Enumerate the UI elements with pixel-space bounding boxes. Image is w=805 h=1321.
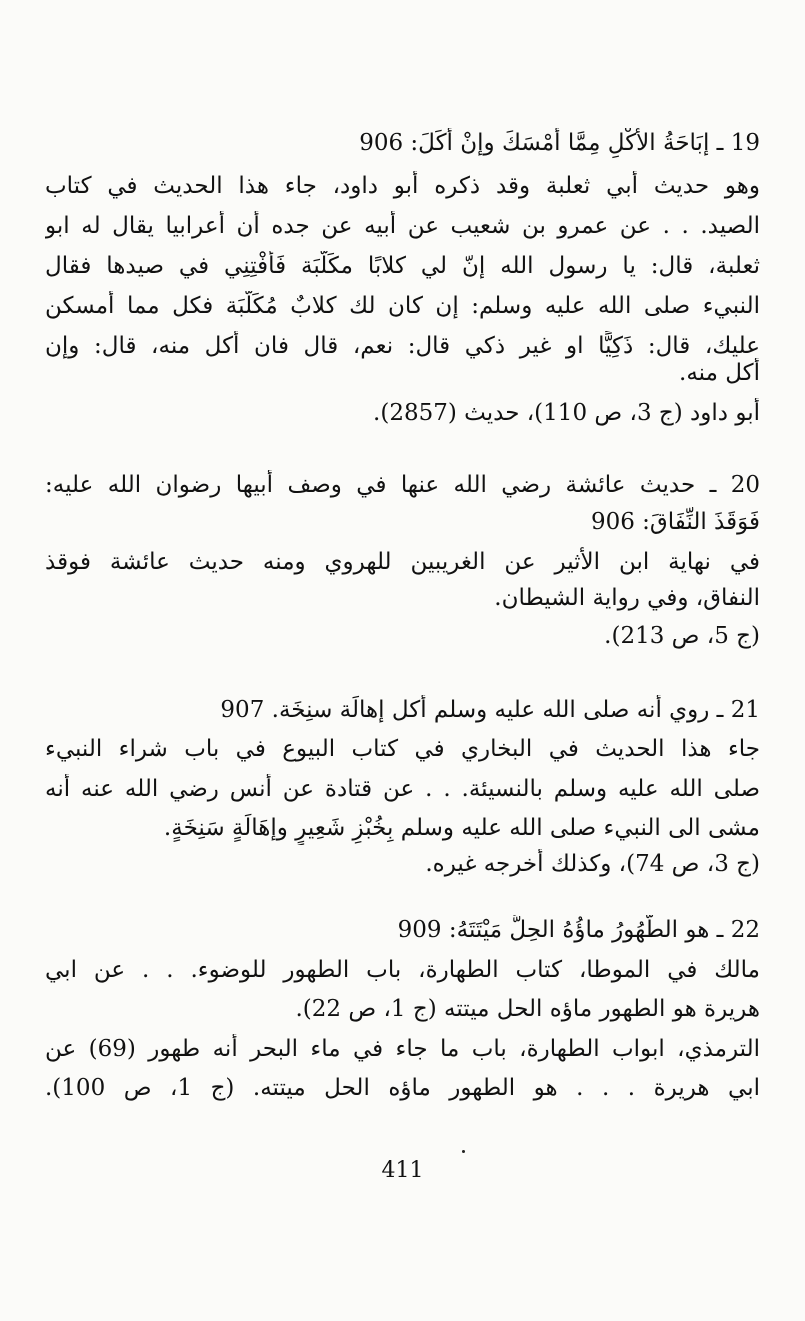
entry-22-line-1: مالك في الموطا، كتاب الطهارة، باب الطهور للوضوء. . . عن ابي [45, 957, 760, 983]
entry-20-heading: 20 ـ حديث عائشة رضي الله عنها في وصف أبيها رضوان الله عليه: [45, 472, 760, 498]
entry-19-reference: أبو داود (ج 3، ص 110)، حديث (2857). [373, 400, 760, 426]
entry-21-line-1: جاء هذا الحديث في البخاري في كتاب البيوع في باب شراء النبيء [45, 736, 760, 762]
entry-19-line-3: ثعلبة، قال: يا رسول الله إنّ لي كلابًا مكَلَّبَة فَأفْتِنِي في صيدها فقال [45, 253, 760, 279]
page-number: 411 [381, 1158, 424, 1183]
entry-20-line-1: في نهاية ابن الأثير عن الغريبين للهروي ومنه حديث عائشة فوقذ [45, 549, 760, 575]
entry-19-line-1: وهو حديث أبي ثعلبة وقد ذكره أبو داود، جاء هذا الحديث في كتاب [45, 173, 760, 199]
entry-19-line-5: عليك، قال: ذَكِيًّا او غير ذكي قال: نعم، قال فان أكل منه، قال: وإن [45, 333, 760, 359]
entry-22-line-2: هريرة هو الطهور ماؤه الحل ميتته (ج 1، ص 22). [295, 996, 760, 1022]
entry-21-line-3: مشى الى النبيء صلى الله عليه وسلم بِخُبْزِ شَعِيرٍ وإهَالَةٍ سَنِخَةٍ. [163, 815, 760, 841]
entry-19-line-6: أكل منه. [679, 360, 760, 386]
entry-22-line-3: الترمذي، ابواب الطهارة، باب ما جاء في ماء البحر أنه طهور (69) عن [45, 1036, 760, 1062]
entry-19-heading: 19 ـ إبَاحَةُ الأكْلِ مِمَّا أمْسَكَ وإنْ أكَلَ: 906 [359, 130, 760, 156]
entry-19-line-4: النبيء صلى الله عليه وسلم: إن كان لك كلابٌ مُكَلَّبَة فكل مما أمسكن [45, 293, 760, 319]
entry-22-line-4: ابي هريرة . . . هو الطهور ماؤه الحل ميتته. (ج 1، ص 100). [45, 1075, 760, 1101]
entry-20-line-2: النفاق، وفي رواية الشيطان. [494, 585, 760, 611]
entry-20-heading-continued: فَوَقَذَ النِّفَاقَ: 906 [590, 509, 760, 535]
entry-20-reference: (ج 5، ص 213). [604, 623, 760, 649]
entry-21-reference: (ج 3، ص 74)، وكذلك أخرجه غيره. [425, 851, 760, 877]
scan-speck [462, 1150, 465, 1153]
entry-21-heading: 21 ـ روي أنه صلى الله عليه وسلم أكل إهالَة سنِخَة. 907 [220, 697, 760, 723]
entry-22-heading: 22 ـ هو الطَّهُورُ ماؤُهُ الحِلُّ مَيْتَتَهُ: 909 [397, 917, 760, 943]
entry-19-line-2: الصيد. . . عن عمرو بن شعيب عن أبيه عن جده أن أعرابيا يقال له ابو [45, 213, 760, 239]
entry-21-line-2: صلى الله عليه وسلم بالنسيئة. . . عن قتادة عن أنس رضي الله عنه أنه [45, 776, 760, 802]
